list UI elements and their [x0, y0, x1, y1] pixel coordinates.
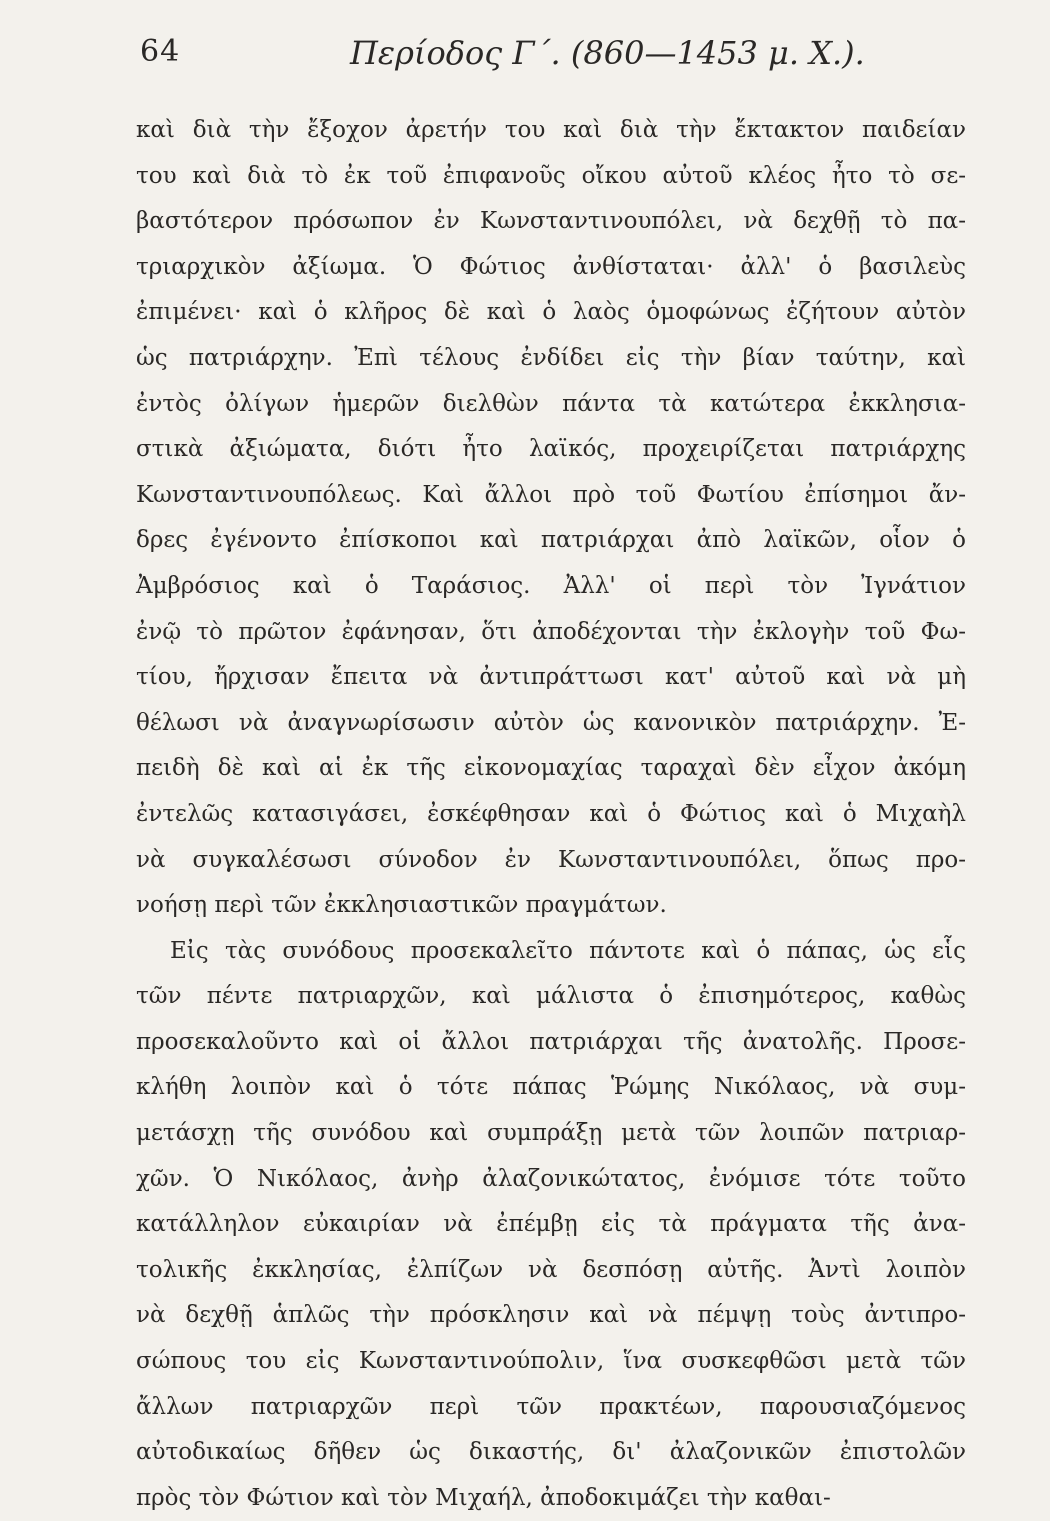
- text-line: ἐντελῶς κατασιγάσει, ἐσκέφθησαν καὶ ὁ Φώτιος καὶ ὁ Μιχαὴλ: [136, 800, 966, 827]
- text-line: Κωνσταντινουπόλεως. Καὶ ἄλλοι πρὸ τοῦ Φωτίου ἐπίσημοι ἄν-: [136, 481, 966, 508]
- text-line: πειδὴ δὲ καὶ αἱ ἐκ τῆς εἰκονομαχίας ταραχαὶ δὲν εἶχον ἀκόμη: [136, 755, 966, 782]
- body-text: [136, 108, 966, 1521]
- text-line: του καὶ διὰ τὸ ἐκ τοῦ ἐπιφανοῦς οἴκου αὐτοῦ κλέος ἦτο τὸ σε-: [136, 162, 966, 189]
- page-header: [140, 28, 960, 84]
- text-line: Ἀμβρόσιος καὶ ὁ Ταράσιος. Ἀλλ' οἱ περὶ τὸν Ἰγνάτιον: [136, 572, 966, 599]
- text-line: Εἰς τὰς συνόδους προσεκαλεῖτο πάντοτε καὶ ὁ πάπας, ὡς εἷς: [170, 937, 966, 964]
- text-line: ἐνῷ τὸ πρῶτον ἐφάνησαν, ὅτι ἀποδέχονται τὴν ἐκλογὴν τοῦ Φω-: [136, 618, 966, 645]
- text-line: τίου, ἤρχισαν ἔπειτα νὰ ἀντιπράττωσι κατ' αὐτοῦ καὶ νὰ μὴ: [136, 664, 966, 691]
- text-line: βαστότερον πρόσωπον ἐν Κωνσταντινουπόλει, νὰ δεχθῇ τὸ πα-: [136, 208, 966, 235]
- text-line: αὐτοδικαίως δῆθεν ὡς δικαστής, δι' ἀλαζονικῶν ἐπιστολῶν: [136, 1439, 966, 1466]
- text-line: πρὸς τὸν Φώτιον καὶ τὸν Μιχαήλ, ἀποδοκιμάζει τὴν καθαι-: [136, 1484, 831, 1511]
- text-line: δρες ἐγένοντο ἐπίσκοποι καὶ πατριάρχαι ἀπὸ λαϊκῶν, οἷον ὁ: [136, 527, 966, 554]
- text-line: κλήθη λοιπὸν καὶ ὁ τότε πάπας Ῥώμης Νικόλαος, νὰ συμ-: [136, 1074, 966, 1101]
- text-line: τολικῆς ἐκκλησίας, ἐλπίζων νὰ δεσπόσῃ αὐτῆς. Ἀντὶ λοιπὸν: [136, 1256, 966, 1283]
- text-line: τῶν πέντε πατριαρχῶν, καὶ μάλιστα ὁ ἐπισημότερος, καθὼς: [136, 983, 966, 1010]
- page-number: 64: [140, 34, 181, 69]
- paragraph: [136, 929, 966, 1521]
- paragraph: [136, 108, 966, 929]
- text-line: προσεκαλοῦντο καὶ οἱ ἄλλοι πατριάρχαι τῆς ἀνατολῆς. Προσε-: [136, 1028, 966, 1055]
- running-head: Περίοδος Γ΄. (860—1453 μ. Χ.).: [350, 34, 865, 72]
- text-line: ὡς πατριάρχην. Ἐπὶ τέλους ἐνδίδει εἰς τὴν βίαν ταύτην, καὶ: [136, 344, 966, 371]
- text-line: ἄλλων πατριαρχῶν περὶ τῶν πρακτέων, παρουσιαζόμενος: [136, 1393, 966, 1420]
- text-line: στικὰ ἀξιώματα, διότι ἦτο λαϊκός, προχειρίζεται πατριάρχης: [136, 436, 966, 463]
- text-line: σώπους του εἰς Κωνσταντινούπολιν, ἵνα συσκεφθῶσι μετὰ τῶν: [136, 1348, 966, 1375]
- text-line: χῶν. Ὁ Νικόλαος, ἀνὴρ ἀλαζονικώτατος, ἐνόμισε τότε τοῦτο: [136, 1165, 966, 1192]
- text-line: νὰ συγκαλέσωσι σύνοδον ἐν Κωνσταντινουπόλει, ὅπως προ-: [136, 846, 966, 873]
- text-line: θέλωσι νὰ ἀναγνωρίσωσιν αὐτὸν ὡς κανονικὸν πατριάρχην. Ἐ-: [136, 709, 966, 736]
- text-line: τριαρχικὸν ἀξίωμα. Ὁ Φώτιος ἀνθίσταται· ἀλλ' ὁ βασιλεὺς: [136, 253, 966, 280]
- text-line: κατάλληλον εὐκαιρίαν νὰ ἐπέμβῃ εἰς τὰ πράγματα τῆς ἀνα-: [136, 1211, 966, 1238]
- text-line: καὶ διὰ τὴν ἔξοχον ἀρετήν του καὶ διὰ τὴν ἔκτακτον παιδείαν: [136, 117, 966, 143]
- text-line: ἐπιμένει· καὶ ὁ κλῆρος δὲ καὶ ὁ λαὸς ὁμοφώνως ἐζήτουν αὐτὸν: [136, 299, 966, 326]
- text-line: νοήσῃ περὶ τῶν ἐκκλησιαστικῶν πραγμάτων.: [136, 892, 667, 919]
- text-line: μετάσχῃ τῆς συνόδου καὶ συμπράξῃ μετὰ τῶν λοιπῶν πατριαρ-: [136, 1120, 966, 1147]
- text-line: ἐντὸς ὀλίγων ἡμερῶν διελθὼν πάντα τὰ κατώτερα ἐκκλησια-: [136, 390, 966, 417]
- text-line: νὰ δεχθῇ ἁπλῶς τὴν πρόσκλησιν καὶ νὰ πέμψῃ τοὺς ἀντιπρο-: [136, 1302, 966, 1329]
